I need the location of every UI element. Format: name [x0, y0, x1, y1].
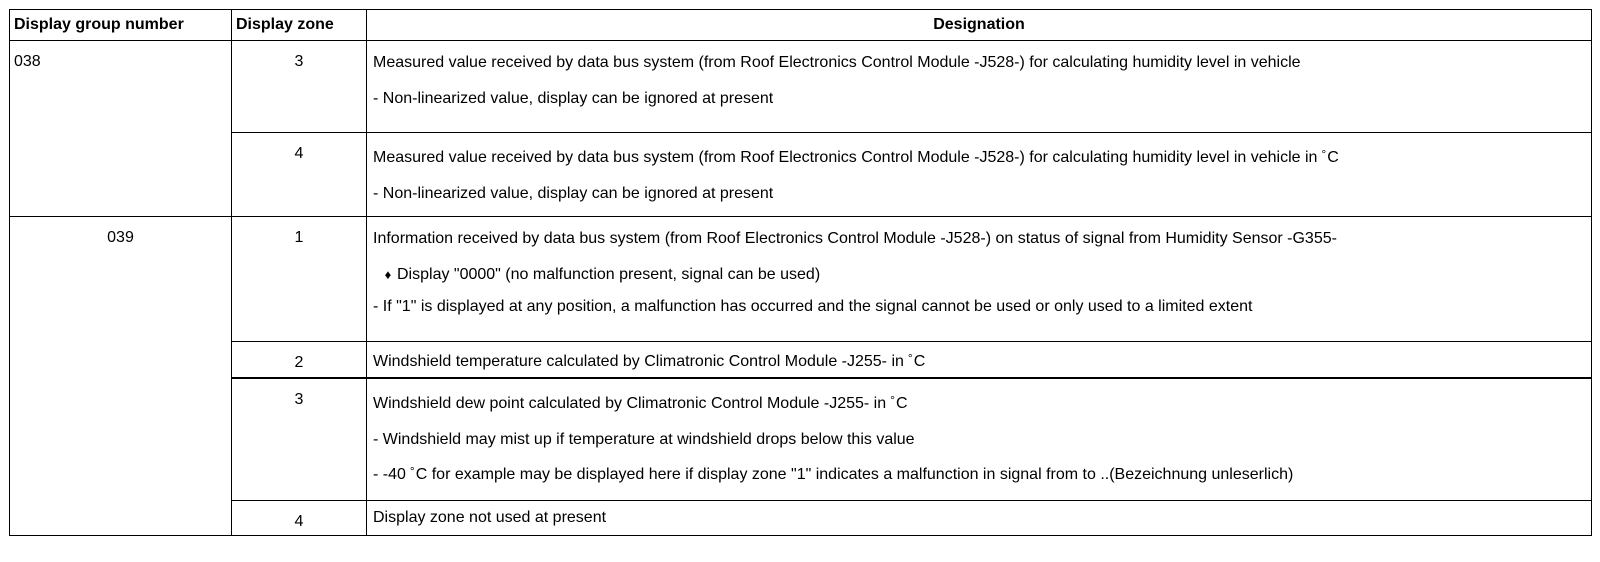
bullet-text: Display "0000" (no malfunction present, signal can be used)	[397, 266, 821, 283]
unit-celsius: C	[895, 395, 908, 412]
zone-cell	[232, 500, 367, 535]
header-designation: Designation	[367, 10, 1592, 41]
zone-number: 3	[294, 391, 304, 408]
group-number: 039	[107, 229, 134, 246]
designation-text-main: Windshield temperature calculated by Climatronic Control Module -J255- in	[373, 353, 904, 370]
zone-cell	[232, 342, 367, 379]
table-row	[10, 500, 1592, 535]
zone-number: 2	[294, 354, 304, 371]
designation-note: - Non-linearized value, display can be ignored at present	[373, 90, 774, 107]
group-number: 038	[14, 53, 41, 70]
zone-cell	[232, 41, 367, 133]
display-group-table	[9, 9, 1592, 536]
degree-symbol: °	[409, 464, 415, 478]
degree-symbol: °	[907, 351, 913, 365]
designation-bullet-item	[373, 265, 1585, 284]
designation-note: - Non-linearized value, display can be ignored at present	[373, 185, 774, 202]
designation-text	[373, 391, 1585, 413]
table-row	[10, 217, 1592, 342]
degree-symbol: °	[1321, 147, 1327, 161]
designation-cell	[367, 500, 1592, 535]
designation-cell	[367, 41, 1592, 133]
designation-cell	[367, 342, 1592, 379]
unit-celsius: C	[1327, 149, 1339, 166]
designation-text	[373, 145, 1585, 167]
note-prefix: - -40	[373, 466, 406, 483]
header-row	[10, 10, 1592, 41]
note-suffix: C for example may be displayed here if display zone "1" indicates a malfunction in signal from to ..(Bezeichnung unleserlich)	[415, 466, 1294, 483]
unit-celsius: C	[913, 353, 926, 370]
group-number-cell	[10, 41, 232, 217]
designation-text: Display zone not used at present	[373, 508, 607, 526]
zone-cell	[232, 217, 367, 342]
designation-note	[373, 462, 1585, 484]
degree-symbol: °	[890, 393, 895, 407]
designation-note: - Windshield may mist up if temperature at windshield drops below this value	[373, 431, 915, 448]
header-display-zone: Display zone	[232, 10, 367, 41]
designation-cell	[367, 133, 1592, 217]
designation-text: Information received by data bus system (from Roof Electronics Control Module -J528-) on status of signal from Humidity Sensor -G355-	[373, 230, 1337, 247]
zone-cell	[232, 133, 367, 217]
zone-number: 4	[294, 145, 304, 162]
zone-number: 4	[294, 512, 304, 530]
zone-cell	[232, 378, 367, 500]
table-row	[10, 41, 1592, 133]
zone-number: 1	[294, 229, 304, 246]
table-row	[10, 133, 1592, 217]
zone-number: 3	[294, 53, 304, 70]
designation-cell	[367, 378, 1592, 500]
table-row	[10, 342, 1592, 379]
table-row	[10, 378, 1592, 500]
designation-text	[373, 349, 1585, 371]
designation-text: Measured value received by data bus system (from Roof Electronics Control Module -J528-) for calculating humidity level in vehicle	[373, 54, 1301, 71]
designation-text-main: Windshield dew point calculated by Climatronic Control Module -J255- in	[373, 395, 887, 412]
designation-note: - If "1" is displayed at any position, a malfunction has occurred and the signal cannot be used or only used to a limited extent	[373, 298, 1253, 315]
diamond-bullet-icon: ♦	[384, 267, 392, 282]
group-number-cell	[10, 217, 232, 536]
designation-text-main: Measured value received by data bus system (from Roof Electronics Control Module -J528-) for calculating humidity level in vehicle in	[373, 149, 1318, 166]
designation-cell	[367, 217, 1592, 342]
header-display-group-number: Display group number	[10, 10, 232, 41]
